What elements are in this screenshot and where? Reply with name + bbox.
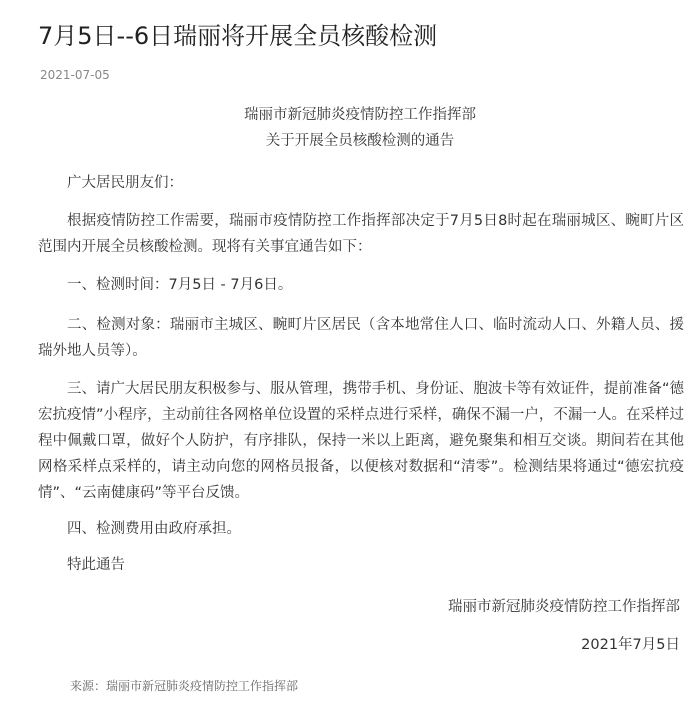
publish-date: 2021-07-05 [40,68,110,82]
salutation: 广大居民朋友们： [67,175,183,191]
notice-title: 关于开展全员核酸检测的通告 [265,133,455,149]
paragraph-intro: 根据疫情防控工作需要，瑞丽市疫情防控工作指挥部决定于7月5日8时起在瑞丽城区、畹町片区范围内开展全员核酸检测。现将有关事宜通告如下： [38,213,684,255]
article-title: 7月5日--6日瑞丽将开展全员核酸检测 [38,22,438,50]
signature-date: 2021年7月5日 [581,637,680,653]
paragraph-requirements: 三、请广大居民朋友积极参与、服从管理，携带手机、身份证、胞波卡等有效证件，提前准备“德宏抗疫情”小程序，主动前往各网格单位设置的采样点进行采样，确保不漏一户，不漏一人。在采样过程中佩戴口罩，做好个人防护，有序排队，保持一米以上距离，避免聚集和相互交谈。期间若在其他网格采样点采样的，请主动向您的网格员报备，以便核对数据和“清零”。检测结果将通过“德宏抗疫情”、“云南健康码”等平台反馈。 [38,381,684,501]
paragraph-time: 一、检测时间：7月5日 - 7月6日。 [67,277,293,293]
signature: 瑞丽市新冠肺炎疫情防控工作指挥部 [448,599,680,615]
source-line: 来源：瑞丽市新冠肺炎疫情防控工作指挥部 [70,679,299,693]
notice-issuer: 瑞丽市新冠肺炎疫情防控工作指挥部 [244,107,476,123]
paragraph-fee: 四、检测费用由政府承担。 [67,521,241,537]
paragraph-closing: 特此通告 [67,557,125,573]
paragraph-target: 二、检测对象：瑞丽市主城区、畹町片区居民（含本地常住人口、临时流动人口、外籍人员、援瑞外地人员等）。 [38,317,684,359]
